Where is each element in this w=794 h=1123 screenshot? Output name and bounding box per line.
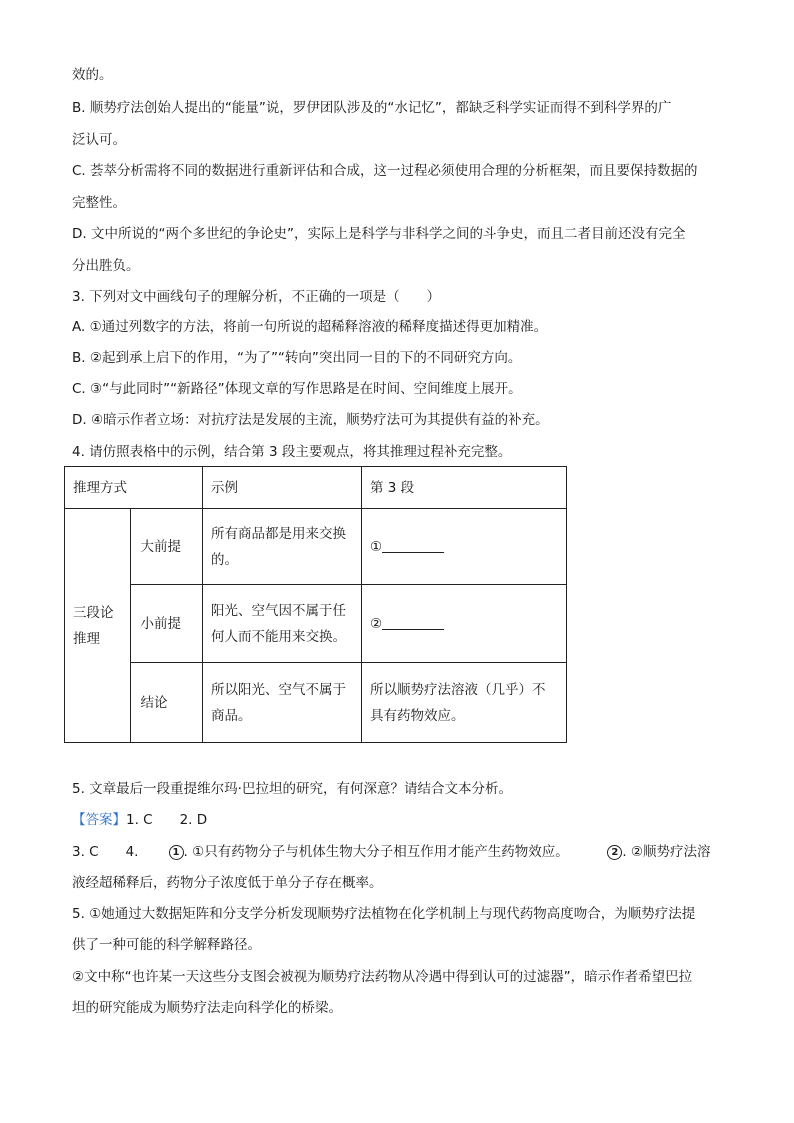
answer-5-line-2: 供了一种可能的科学解释路径。: [72, 937, 261, 953]
table-header-example: 示例: [202, 467, 361, 509]
text-line: 效的。: [72, 67, 113, 83]
table-group-syllogism: [65, 509, 131, 743]
conclusion-fill: [361, 663, 566, 743]
text-line: 完整性。: [72, 195, 126, 211]
major-premise-example-text: 所有商品都是用来交换的。: [210, 525, 346, 568]
conclusion-label: 结论: [131, 663, 203, 743]
answer-label: 【答案】: [72, 812, 126, 828]
conclusion-fill-text: 所以顺势疗法溶液（几乎）不具有药物效应。: [369, 681, 546, 724]
answer-4-part-2: . ②顺势疗法溶: [622, 844, 711, 860]
answer-line-2: [72, 843, 711, 861]
option-c-text: C. 荟萃分析需将不同的数据进行重新评估和合成，这一过程必须使用合理的分析框架，而且要保持数据的: [72, 163, 698, 179]
answer-5-line-1: 5. ①她通过大数据矩阵和分支学分析发现顺势疗法植物在化学机制上与现代药物高度吻合，为顺势疗法提: [72, 906, 696, 922]
option-d-text: D. 文中所说的“两个多世纪的争论史”，实际上是科学与非科学之间的斗争史，而且二者目前还没有完全: [72, 226, 686, 242]
major-premise-label: 大前提: [131, 509, 203, 585]
question-5: 5. 文章最后一段重提维尔玛·巴拉坦的研究，有何深意？请结合文本分析。: [72, 781, 512, 797]
blank-2-marker: ②: [369, 615, 383, 632]
conclusion-example-text: 所以阳光、空气不属于商品。: [210, 681, 346, 724]
question-4: 4. 请仿照表格中的示例，结合第 3 段主要观点，将其推理过程补充完整。: [72, 444, 512, 460]
option-b-text: B. 顺势疗法创始人提出的“能量”说，罗伊团队涉及的“水记忆”，都缺乏科学实证而得不到科学界的广: [72, 100, 672, 116]
circled-number-2: 2: [607, 845, 622, 860]
minor-premise-example-text: 阳光、空气因不属于任何人而不能用来交换。: [210, 602, 346, 645]
answer-line-3: 液经超稀释后，药物分子浓度低于单分子存在概率。: [72, 875, 383, 891]
answer-line-1: [72, 811, 207, 829]
answer-blank-1: [382, 538, 444, 553]
answer-3-4-prefix: 3. C 4.: [72, 844, 139, 860]
table-header-method: 推理方式: [65, 467, 203, 509]
text-line: 泛认可。: [72, 132, 126, 148]
conclusion-example: [202, 663, 361, 743]
answer-5-line-3: ②文中称“也许某一天这些分支图会被视为顺势疗法药物从冷遇中得到认可的过滤器”，暗示作者希望巴拉: [72, 969, 693, 985]
syllogism-label: 三段论推理: [73, 604, 114, 647]
major-premise-example: [202, 509, 361, 585]
minor-premise-label: 小前提: [131, 585, 203, 663]
major-premise-fill: [361, 509, 566, 585]
reasoning-table: [64, 466, 567, 743]
table-header-paragraph3: 第 3 段: [361, 467, 566, 509]
blank-1-marker: ①: [369, 538, 383, 555]
answer-blank-2: [382, 615, 444, 630]
text-line: 分出胜负。: [72, 258, 140, 274]
q3-option-b: B. ②起到承上启下的作用，“为了”“转向”突出同一目的下的不同研究方向。: [72, 350, 522, 366]
minor-premise-fill: [361, 585, 566, 663]
answer-4-part-1: . ①只有药物分子与机体生物大分子相互作用才能产生药物效应。: [183, 844, 569, 860]
q3-option-a: A. ①通过列数字的方法，将前一句所说的超稀释溶液的稀释度描述得更加精准。: [72, 319, 548, 335]
circled-number-1: 1: [169, 845, 184, 860]
answer-1-2: 1. C 2. D: [126, 812, 208, 828]
question-3: 3. 下列对文中画线句子的理解分析，不正确的一项是（ ）: [72, 289, 441, 305]
minor-premise-example: [202, 585, 361, 663]
answer-5-line-4: 坦的研究能成为顺势疗法走向科学化的桥梁。: [72, 1000, 342, 1016]
q3-option-c: C. ③“与此同时”“新路径”体现文章的写作思路是在时间、空间维度上展开。: [72, 381, 522, 397]
q3-option-d: D. ④暗示作者立场：对抗疗法是发展的主流，顺势疗法可为其提供有益的补充。: [72, 412, 549, 428]
